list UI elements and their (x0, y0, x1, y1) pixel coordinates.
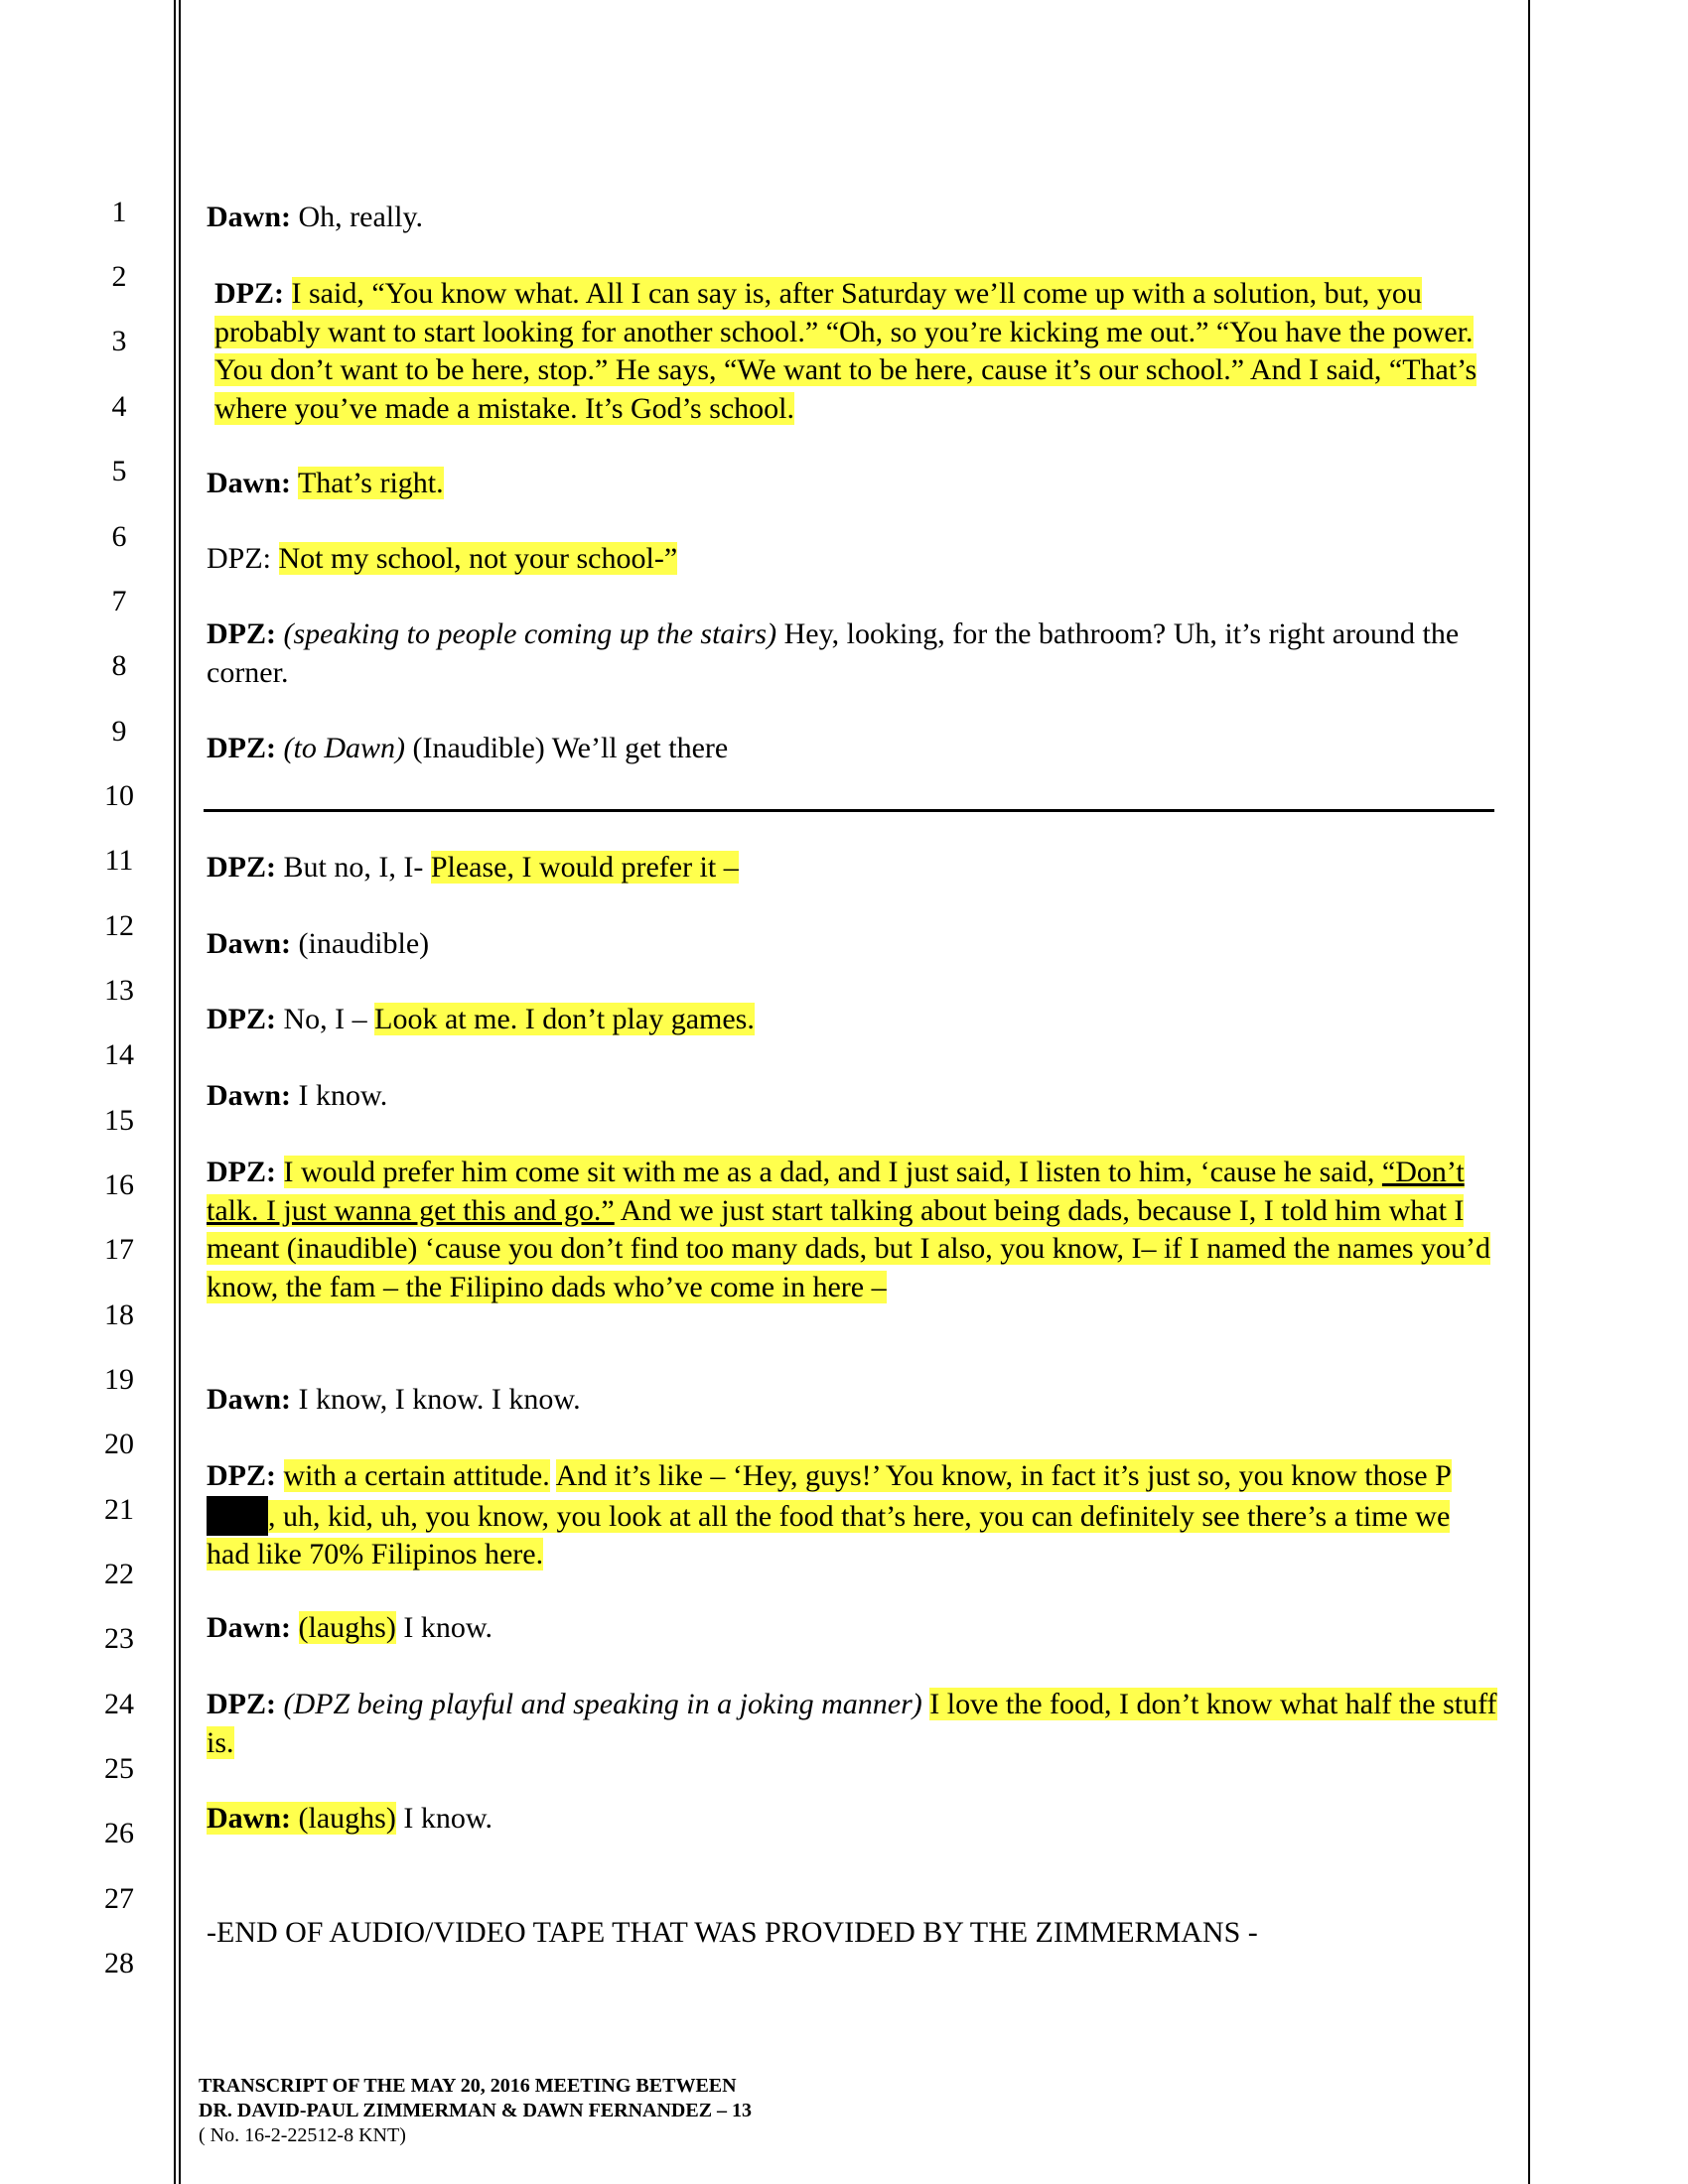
speaker-label: DPZ: (207, 1003, 276, 1035)
line-number: 5 (111, 455, 127, 487)
speaker-label: Dawn: (207, 1079, 292, 1112)
entry-text: Hey, looking, for the bathroom? Uh, it’s right around the corner. (207, 617, 1460, 689)
speaker-label: DPZ: (207, 617, 276, 650)
transcript-entry (207, 925, 1497, 964)
speaker-label: DPZ: (207, 1459, 276, 1492)
line-number: 23 (104, 1622, 134, 1655)
speaker-label: Dawn: (207, 467, 292, 499)
transcript-entry (207, 1381, 1497, 1420)
speaker-label: Dawn: (207, 1802, 292, 1835)
transcript-entry (207, 1609, 1497, 1648)
entry-text: And it’s like – ‘Hey, guys!’ You know, in fact it’s just so, you know those P (555, 1459, 1452, 1492)
stage-direction: (speaking to people coming up the stairs) (283, 617, 777, 650)
line-number: 3 (111, 325, 127, 357)
transcript-entry (207, 465, 1497, 503)
highlighted-text: Look at me. I don’t play games. (374, 1003, 755, 1035)
stage-direction: (DPZ being playful and speaking in a joking manner) (283, 1688, 922, 1720)
line-number: 12 (104, 909, 134, 942)
section-divider (204, 809, 1494, 812)
speaker-label: Dawn: (207, 927, 292, 960)
line-number: 9 (111, 715, 127, 748)
line-number: 16 (104, 1168, 134, 1201)
entry-text: (inaudible) (291, 927, 430, 960)
entry-text: No, I – (276, 1003, 375, 1035)
speaker-label: DPZ: (207, 1156, 276, 1188)
transcript-entry (214, 275, 1497, 428)
line-number-column (94, 0, 164, 2184)
end-of-tape-note: -END OF AUDIO/VIDEO TAPE THAT WAS PROVIDED BY THE ZIMMERMANS - (207, 1916, 1258, 1949)
transcript-entry (207, 199, 1497, 237)
footer-parties: DR. DAVID-PAUL ZIMMERMAN & DAWN FERNANDEZ – 13 (199, 2100, 753, 2121)
line-number: 7 (111, 585, 127, 617)
line-number: 25 (104, 1752, 134, 1785)
transcript-entry (207, 1800, 1497, 1839)
line-number: 17 (104, 1233, 134, 1266)
footer-case-number: ( No. 16-2-22512-8 KNT) (199, 2124, 406, 2146)
highlighted-text: Not my school, not your school-” (278, 542, 678, 575)
line-number: 22 (104, 1558, 134, 1590)
line-number: 8 (111, 649, 127, 682)
highlighted-text: I said, “You know what. All I can say is, after Saturday we’ll come up with a solution, but, you probably want to start looking for another school.” “Oh, so you’re kicking me out.” “You have the power. You don’t want to be here, stop.” He says, “We want to be here, cause it’s our school.” And I said, “That’s where you’ve made a mistake. It’s God’s school. (214, 277, 1477, 425)
transcript-entry (207, 540, 1497, 579)
entry-text: I know. (291, 1079, 388, 1112)
left-margin-rule-inner (179, 0, 181, 2184)
transcript-entry (207, 1077, 1497, 1116)
line-number: 2 (111, 260, 127, 293)
entry-text: (Inaudible) We’ll get there (405, 732, 729, 764)
line-number: 11 (104, 844, 134, 877)
transcript-body (207, 0, 1497, 2184)
entry-text: I know. (395, 1611, 493, 1644)
line-number: 10 (104, 779, 134, 812)
line-number: 20 (104, 1428, 134, 1460)
transcript-entry (207, 615, 1497, 692)
line-number: 21 (104, 1493, 134, 1526)
transcript-entry (207, 1154, 1497, 1306)
entry-text: Oh, really. (291, 201, 424, 233)
highlighted-text: That’s right. (297, 467, 444, 499)
line-number: 14 (104, 1038, 134, 1071)
entry-text: But no, I, I- (276, 851, 431, 884)
line-number: 24 (104, 1688, 134, 1720)
right-margin-rule (1528, 0, 1530, 2184)
entry-text: , uh, kid, uh, you know, you look at all the food that’s here, you can definitely see there’s a time we had like 70% Filipinos here. (207, 1499, 1451, 1570)
highlighted-text: (laughs) (298, 1611, 396, 1644)
page-footer (199, 2074, 1192, 2148)
entry-text: I know, I know. I know. (291, 1383, 581, 1416)
speaker-label: DPZ: (207, 851, 276, 884)
stage-direction: (to Dawn) (283, 732, 405, 764)
line-number: 15 (104, 1104, 134, 1137)
highlighted-text: Please, I would prefer it – (430, 851, 739, 884)
highlighted-text: I love the food, I don’t know what half the stuff is. (207, 1688, 1497, 1759)
line-number: 4 (111, 390, 127, 423)
line-number: 26 (104, 1817, 134, 1849)
speaker-label: Dawn: (207, 201, 292, 233)
highlighted-text (207, 1156, 1490, 1303)
line-number: 13 (104, 974, 134, 1007)
line-number: 28 (104, 1947, 134, 1979)
line-number: 6 (111, 520, 127, 553)
transcript-entry (207, 1001, 1497, 1039)
speaker-label: DPZ: (207, 732, 276, 764)
speaker-label: Dawn: (207, 1383, 292, 1416)
line-number: 27 (104, 1882, 134, 1915)
highlighted-text: (laughs) (298, 1802, 396, 1835)
highlighted-text (291, 1802, 299, 1835)
transcript-entry (207, 849, 1497, 887)
transcript-entry (207, 1457, 1497, 1574)
transcript-entry (207, 730, 1497, 768)
speaker-label: DPZ: (207, 542, 272, 575)
footer-title: TRANSCRIPT OF THE MAY 20, 2016 MEETING BETWEEN (199, 2075, 737, 2097)
highlighted-text: with a certain attitude. (283, 1459, 550, 1492)
left-margin-rule (174, 0, 176, 2184)
entry-text: I would prefer him come sit with me as a dad, and I just said, I listen to him, ‘cause he said, (283, 1156, 1382, 1188)
speaker-label: Dawn: (207, 1611, 292, 1644)
line-number: 19 (104, 1363, 134, 1396)
entry-text: I know. (395, 1802, 493, 1835)
redaction-box (207, 1496, 268, 1536)
line-number: 18 (104, 1298, 134, 1331)
transcript-entry (207, 1686, 1497, 1762)
speaker-label: DPZ: (207, 1688, 276, 1720)
line-number: 1 (111, 196, 127, 228)
underlined-quote: “Don’t talk. I just wanna get this and go.” (207, 1156, 1465, 1227)
speaker-label: DPZ: (214, 277, 284, 310)
entry-text: And we just start talking about being dads, because I, I told him what I meant (inaudible) ‘cause you don’t find too many dads, but I also, you know, I– if I named the names you’d know, the fam – the Filipino dads who’ve come in here – (207, 1193, 1491, 1303)
